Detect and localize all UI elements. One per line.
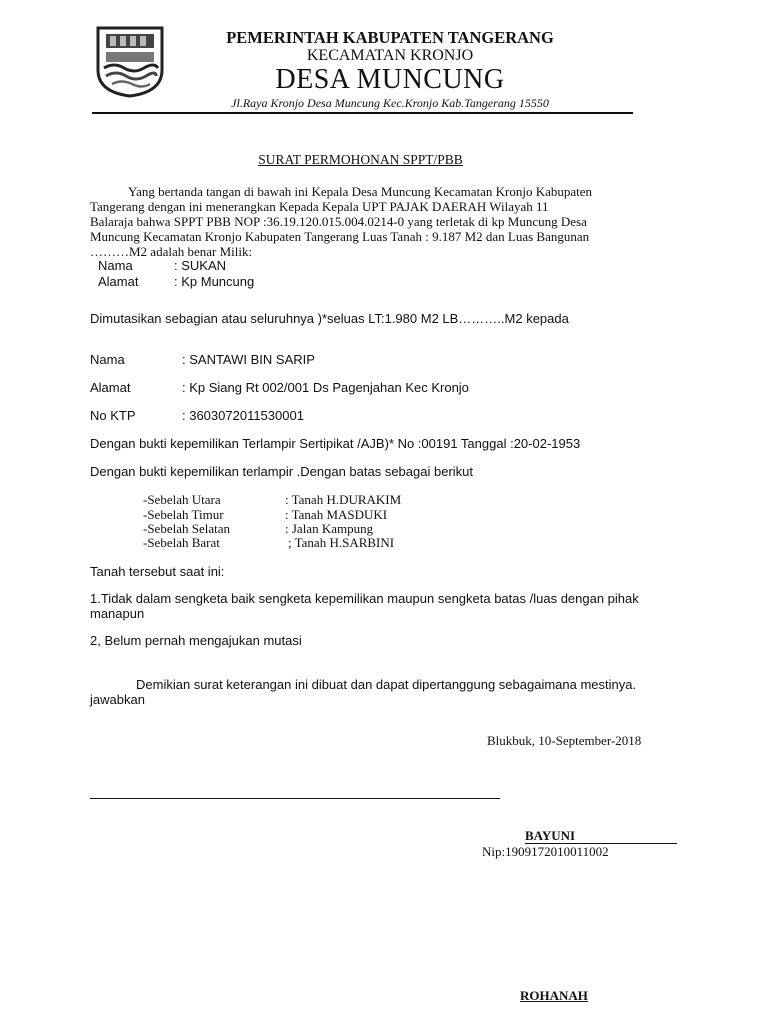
intro-line-3: Balaraja bahwa SPPT PBB NOP :36.19.120.015.004.0214-0 yang terletak di kp Muncung Desa bbox=[90, 214, 587, 229]
letterhead-village: DESA MUNCUNG bbox=[275, 64, 505, 95]
regency-emblem-logo bbox=[94, 22, 166, 98]
signer-1-nip: Nip:1909172010011002 bbox=[482, 844, 609, 859]
intro-line-4: Muncung Kecamatan Kronjo Kabupaten Tangerang Luas Tanah : 9.187 M2 dan Luas Bangunan bbox=[90, 229, 590, 244]
intro-line-2: Tangerang dengan ini menerangkan Kepada Kepala UPT PAJAK DAERAH Wilayah 11 bbox=[90, 199, 549, 214]
recipient-address-value: : Kp Siang Rt 002/001 Ds Pagenjahan Kec Kronjo bbox=[182, 380, 469, 395]
recipient-ktp-value: : 3603072011530001 bbox=[182, 408, 304, 423]
intro-line-5: ………M2 adalah benar Milik: bbox=[90, 244, 253, 259]
boundary-value: : Tanah MASDUKI bbox=[285, 507, 388, 522]
signer-2-name: ROHANAH bbox=[520, 988, 588, 1003]
signer-1-name: BAYUNI bbox=[525, 828, 677, 844]
closing-line-2: jawabkan bbox=[90, 692, 145, 707]
status-1-line-2: manapun bbox=[90, 606, 145, 621]
recipient-name-label: Nama bbox=[90, 352, 125, 367]
letterhead-district: KECAMATAN KRONJO bbox=[306, 47, 474, 64]
proof-line: Dengan bukti kepemilikan Terlampir Sertipikat /AJB)* No :00191 Tanggal :20-02-1953 bbox=[90, 436, 581, 451]
status-2: 2, Belum pernah mengajukan mutasi bbox=[90, 633, 302, 648]
boundary-value: ; Tanah H.SARBINI bbox=[288, 535, 395, 550]
signature-line bbox=[90, 798, 500, 799]
boundary-label: -Sebelah Selatan bbox=[143, 521, 230, 536]
boundary-label: -Sebelah Timur bbox=[143, 507, 224, 522]
owner-address-label: Alamat bbox=[98, 274, 139, 289]
document-title: SURAT PERMOHONAN SPPT/PBB bbox=[258, 152, 463, 167]
owner-name-label: Nama bbox=[98, 258, 133, 273]
status-intro: Tanah tersebut saat ini: bbox=[90, 564, 225, 579]
recipient-name-value: : SANTAWI BIN SARIP bbox=[182, 352, 315, 367]
boundary-intro: Dengan bukti kepemilikan terlampir .Dengan batas sebagai berikut bbox=[90, 464, 473, 479]
intro-line-1: Yang bertanda tangan di bawah ini Kepala Desa Muncung Kecamatan Kronjo Kabupaten bbox=[128, 184, 593, 199]
mutation-line: Dimutasikan sebagian atau seluruhnya )*seluas LT:1.980 M2 LB………..M2 kepada bbox=[90, 311, 569, 326]
letterhead-divider bbox=[92, 112, 633, 114]
recipient-ktp-label: No KTP bbox=[90, 408, 136, 423]
closing-line-1: Demikian surat keterangan ini dibuat dan dapat dipertanggung sebagaimana mestinya. bbox=[136, 677, 637, 692]
place-date: Blukbuk, 10-September-2018 bbox=[487, 733, 642, 748]
boundary-value: : Jalan Kampung bbox=[285, 521, 374, 536]
recipient-address-label: Alamat bbox=[90, 380, 131, 395]
status-1-line-1: 1.Tidak dalam sengketa baik sengketa kepemilikan maupun sengketa batas /luas dengan pihak bbox=[90, 591, 639, 606]
boundary-label: -Sebelah Barat bbox=[143, 535, 220, 550]
owner-address-value: : Kp Muncung bbox=[174, 274, 255, 289]
boundary-value: : Tanah H.DURAKIM bbox=[285, 492, 402, 507]
letterhead-government: PEMERINTAH KABUPATEN TANGERANG bbox=[226, 28, 554, 47]
owner-name-value: : SUKAN bbox=[174, 258, 227, 273]
boundary-label: -Sebelah Utara bbox=[143, 492, 221, 507]
letterhead-address: Jl.Raya Kronjo Desa Muncung Kec.Kronjo Kab.Tangerang 15550 bbox=[231, 96, 549, 110]
